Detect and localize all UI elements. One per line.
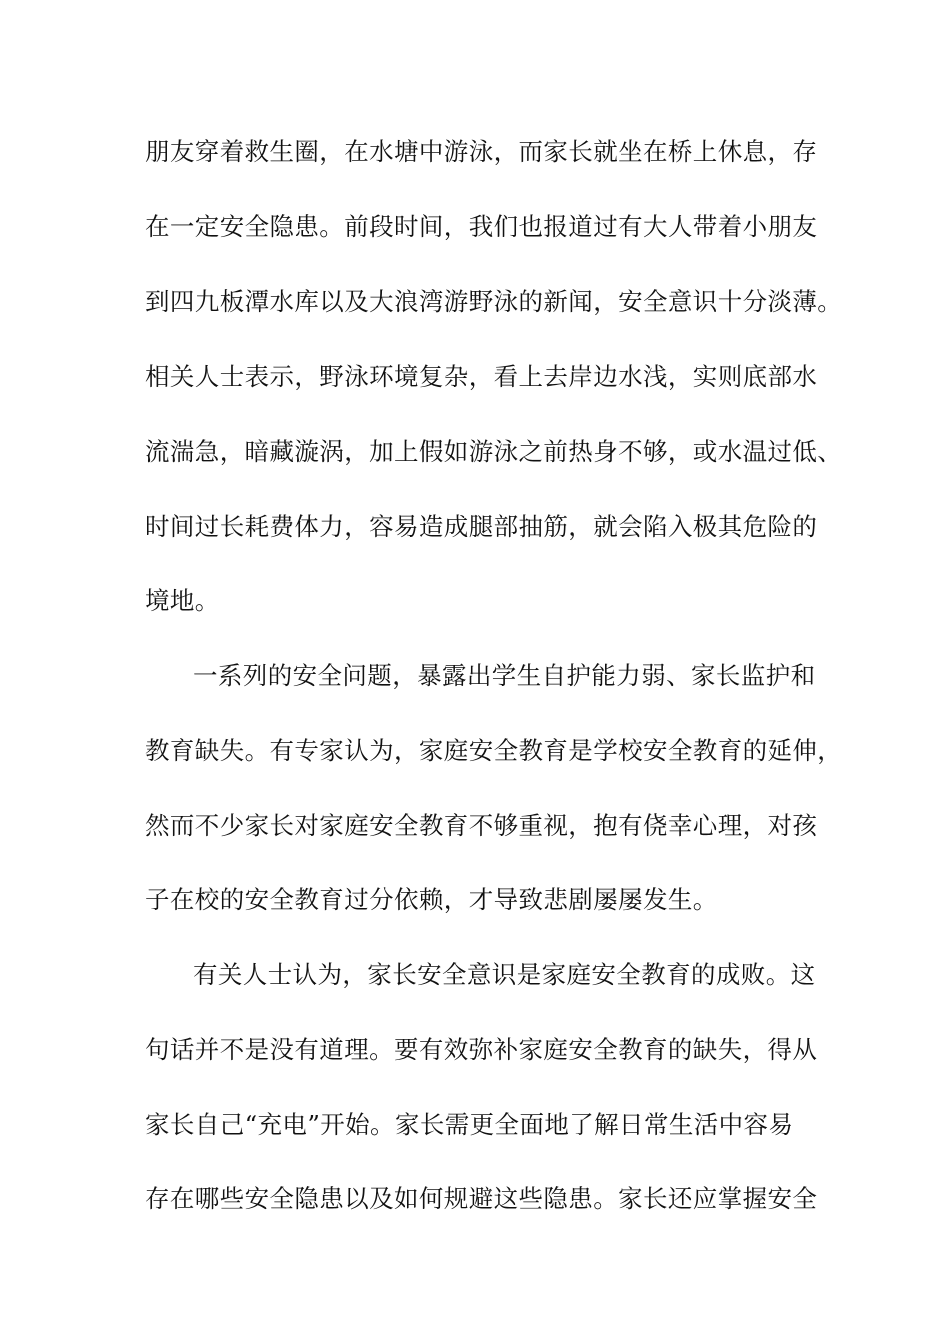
text-line: 在一定安全隐患。前段时间，我们也报道过有大人带着小朋友 xyxy=(145,212,818,241)
text-line: 子在校的安全教育过分依赖，才导致悲剧屡屡发生。 xyxy=(145,885,718,914)
text-line: 时间过长耗费体力，容易造成腿部抽筋，就会陷入极其危险的 xyxy=(145,512,818,541)
text-line: 到四九板潭水库以及大浪湾游野泳的新闻，安全意识十分淡薄。 xyxy=(145,287,843,316)
text-line: 境地。 xyxy=(145,586,220,615)
text-line: 教育缺失。有专家认为，家庭安全教育是学校安全教育的延伸， xyxy=(145,736,843,765)
text-line: 句话并不是没有道理。要有效弥补家庭安全教育的缺失，得从 xyxy=(145,1035,818,1064)
text-line: 流湍急，暗藏漩涡，加上假如游泳之前热身不够，或水温过低、 xyxy=(145,437,843,466)
paragraph-first-line: 一系列的安全问题，暴露出学生自护能力弱、家长监护和 xyxy=(193,661,816,690)
paragraph-first-line: 有关人士认为，家长安全意识是家庭安全教育的成败。这 xyxy=(193,960,816,989)
text-line: 相关人士表示，野泳环境复杂，看上去岸边水浅，实则底部水 xyxy=(145,362,818,391)
text-line: 家长自己“充电”开始。家长需更全面地了解日常生活中容易 xyxy=(145,1110,794,1139)
text-line: 存在哪些安全隐患以及如何规避这些隐患。家长还应掌握安全 xyxy=(145,1184,818,1213)
text-line: 朋友穿着救生圈，在水塘中游泳，而家长就坐在桥上休息，存 xyxy=(145,137,818,166)
text-line: 然而不少家长对家庭安全教育不够重视，抱有侥幸心理，对孩 xyxy=(145,811,818,840)
